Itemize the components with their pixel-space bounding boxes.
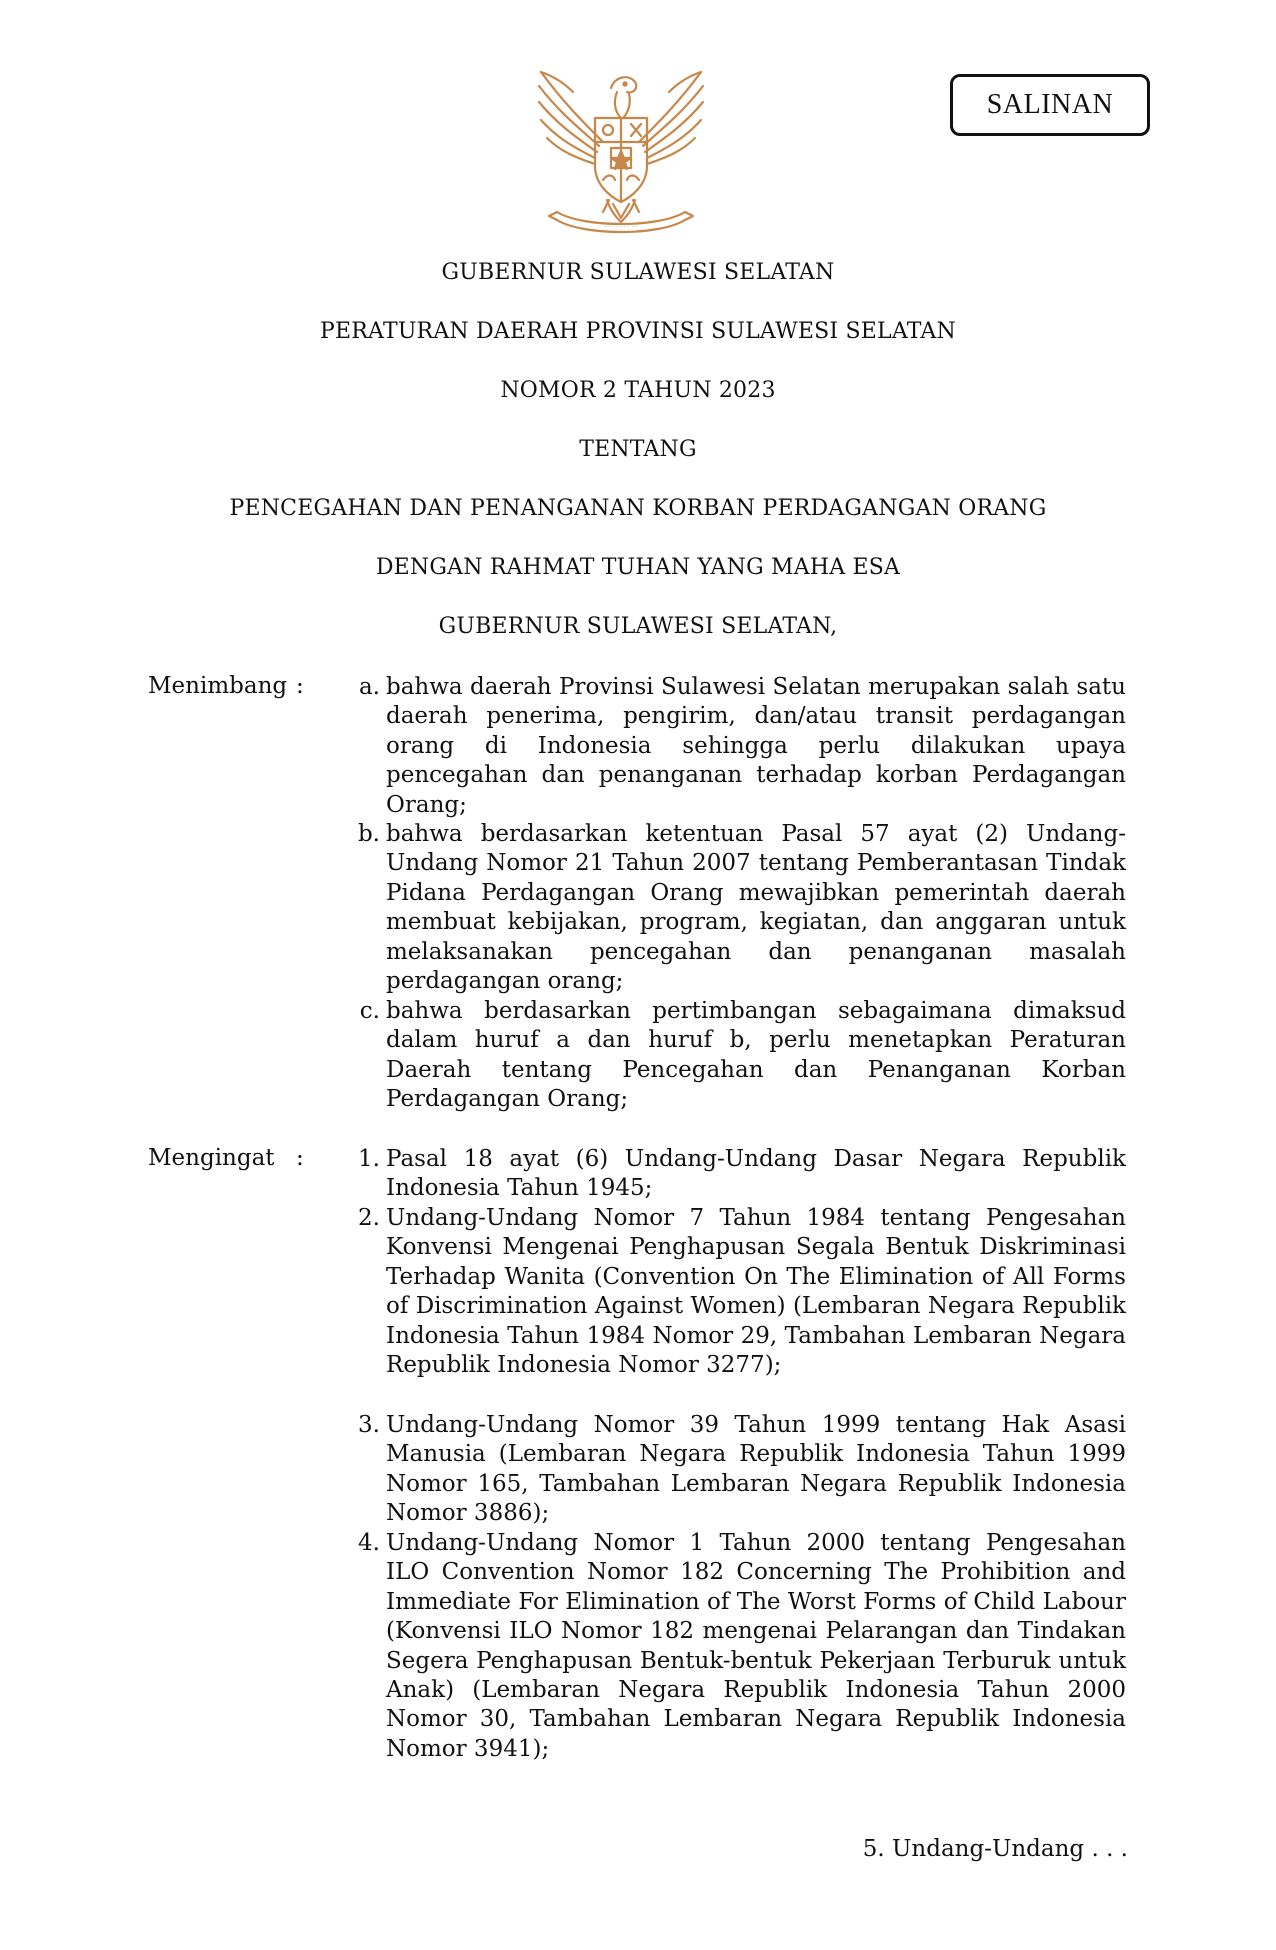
tentang-label: TENTANG [579, 437, 697, 462]
item-marker: 1. [358, 1146, 380, 1172]
item-marker: 4. [358, 1530, 380, 1556]
mengingat-item-3 [330, 1411, 1126, 1529]
item-text: Pasal 18 ayat (6) Undang-Undang Dasar Negara Republik Indonesia Tahun 1945; [386, 1146, 1126, 1202]
mengingat-item-4 [330, 1529, 1126, 1764]
governor-signatory-line: GUBERNUR SULAWESI SELATAN, [438, 614, 838, 639]
governor-title: GUBERNUR SULAWESI SELATAN [441, 260, 835, 285]
item-marker: b. [357, 821, 380, 847]
mengingat-colon: : [296, 1145, 304, 1171]
item-marker: a. [358, 674, 380, 700]
menimbang-colon: : [296, 673, 304, 699]
menimbang-label-row [148, 673, 348, 699]
svg-text:· · · · · · · · ·: · · · · · · · · · [604, 224, 638, 231]
mengingat-label-row [148, 1145, 348, 1171]
item-text: bahwa berdasarkan ketentuan Pasal 57 ayat (2) Undang-Undang Nomor 21 Tahun 2007 tentang Pemberantasan Tindak Pidana Perdagangan Orang mewajibkan pemerintah daerah membuat kebijakan, program, kegiatan, dan anggaran untuk melaksanakan pencegahan dan penanganan masalah perdagangan orang; [386, 821, 1126, 995]
item-text: Undang-Undang Nomor 39 Tahun 1999 tentang Hak Asasi Manusia (Lembaran Negara Republik Indonesia Tahun 1999 Nomor 165, Tambahan Lembaran Negara Republik Indonesia Nomor 3886); [386, 1412, 1126, 1527]
stamp-label: SALINAN [986, 89, 1114, 120]
mengingat-item-2 [330, 1204, 1126, 1380]
menimbang-item-c [330, 997, 1126, 1115]
page-continuation: 5. Undang-Undang . . . [862, 1836, 1128, 1862]
mengingat-label: Mengingat [148, 1145, 275, 1171]
item-marker: c. [359, 998, 380, 1024]
garuda-pancasila-emblem-icon [533, 62, 709, 240]
item-text: bahwa daerah Provinsi Sulawesi Selatan merupakan salah satu daerah penerima, pengirim, dan/atau transit perdagangan orang di Indonesia sehingga perlu dilakukan upaya pencegahan dan penanganan terhadap korban Perdagangan Orang; [386, 674, 1126, 818]
item-text: bahwa berdasarkan pertimbangan sebagaimana dimaksud dalam huruf a dan huruf b, perlu menetapkan Peraturan Daerah tentang Pencegahan dan Penanganan Korban Perdagangan Orang; [386, 998, 1126, 1113]
regulation-title: PERATURAN DAERAH PROVINSI SULAWESI SELATAN [320, 319, 956, 344]
menimbang-item-a [330, 673, 1126, 820]
menimbang-item-b [330, 820, 1126, 996]
item-marker: 3. [358, 1412, 380, 1438]
regulation-number: NOMOR 2 TAHUN 2023 [500, 378, 776, 403]
item-marker: 2. [358, 1205, 380, 1231]
salinan-stamp [950, 74, 1150, 136]
menimbang-label: Menimbang [148, 673, 288, 699]
invocation: DENGAN RAHMAT TUHAN YANG MAHA ESA [375, 555, 901, 580]
item-text: Undang-Undang Nomor 7 Tahun 1984 tentang Pengesahan Konvensi Mengenai Penghapusan Segala Bentuk Diskriminasi Terhadap Wanita (Convention On The Elimination of All Forms of Discrimination Against Women) (Lembaran Negara Republik Indonesia Tahun 1984 Nomor 29, Tambahan Lembaran Negara Republik Indonesia Nomor 3277); [386, 1205, 1126, 1379]
regulation-subject: PENCEGAHAN DAN PENANGANAN KORBAN PERDAGANGAN ORANG [229, 496, 1047, 521]
mengingat-item-1 [330, 1145, 1126, 1204]
item-text: Undang-Undang Nomor 1 Tahun 2000 tentang Pengesahan ILO Convention Nomor 182 Concerning The Prohibition and Immediate For Elimination of The Worst Forms of Child Labour (Konvensi ILO Nomor 182 mengenai Pelarangan dan Tindakan Segera Penghapusan Bentuk-bentuk Pekerjaan Terburuk untuk Anak) (Lembaran Negara Republik Indonesia Tahun 2000 Nomor 30, Tambahan Lembaran Negara Republik Indonesia Nomor 3941); [386, 1530, 1126, 1762]
